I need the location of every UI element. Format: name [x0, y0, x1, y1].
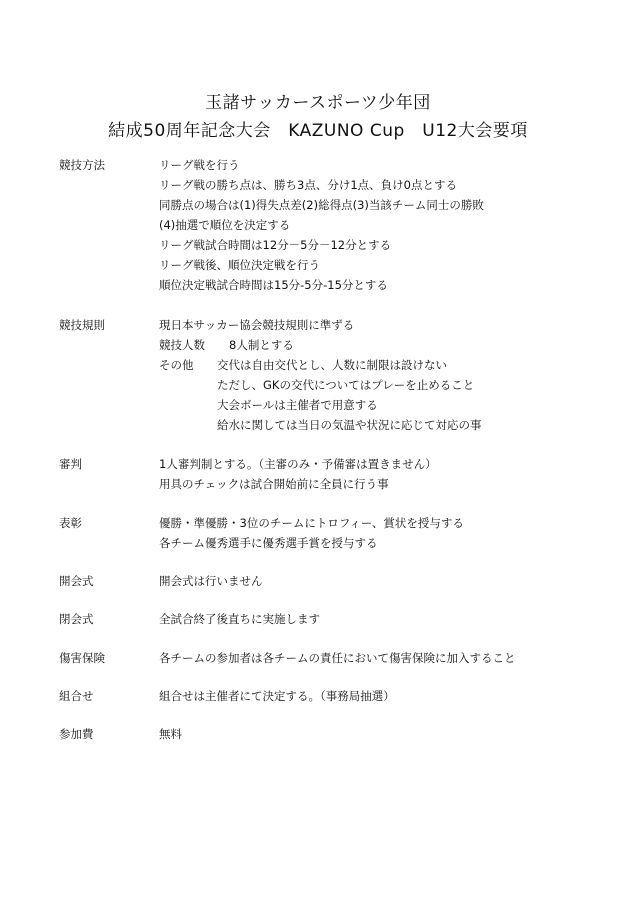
- competition-method-label: 競技方法: [59, 158, 105, 172]
- grouping-text: 組合せは主催者にて決定する。（事務局抽選）: [159, 689, 395, 703]
- insurance-label: 傷害保険: [59, 651, 105, 665]
- competition-method-line: (4)抽選で順位を決定する: [159, 218, 291, 232]
- competition-method-line: リーグ戦試合時間は12分－5分－12分とする: [159, 238, 392, 252]
- entry-fee-label: 参加費: [59, 727, 94, 741]
- other-rules-line: 大会ボールは主催者で用意する: [217, 398, 378, 412]
- other-rules-line: 給水に関しては当日の気温や状況に応じて対応の事: [217, 418, 482, 432]
- competition-rules-line: 現日本サッカー協会競技規則に準ずる: [159, 318, 355, 332]
- competition-method-line: リーグ戦の勝ち点は、勝ち3点、分け1点、負け0点とする: [159, 178, 457, 192]
- other-rules-line: ただし、GKの交代についてはプレーを止めること: [217, 378, 475, 392]
- referee-line: 用具のチェックは試合開始前に全員に行う事: [159, 477, 389, 491]
- awards-line: 各チーム優秀選手に優秀選手賞を授与する: [159, 536, 378, 550]
- players-count-value: 8人制とする: [229, 338, 294, 352]
- closing-ceremony-text: 全試合終了後直ちに実施します: [159, 612, 320, 626]
- insurance-text: 各チームの参加者は各チームの責任において傷害保険に加入すること: [159, 651, 516, 665]
- awards-label: 表彰: [59, 516, 82, 530]
- competition-method-line: 順位決定戦試合時間は15分-5分-15分とする: [159, 278, 388, 292]
- competition-rules-label: 競技規則: [59, 318, 105, 332]
- awards-line: 優勝・準優勝・3位のチームにトロフィー、賞状を授与する: [159, 516, 464, 530]
- referee-label: 審判: [59, 457, 82, 471]
- players-count-label: 競技人数: [159, 338, 205, 352]
- opening-ceremony-label: 開会式: [59, 574, 94, 588]
- other-rules-label: その他: [159, 358, 194, 372]
- grouping-label: 組合せ: [59, 689, 94, 703]
- closing-ceremony-label: 閉会式: [59, 612, 94, 626]
- referee-line: 1人審判制とする。（主審のみ・予備審は置きません）: [159, 457, 437, 471]
- opening-ceremony-text: 開会式は行いません: [159, 574, 263, 588]
- competition-method-line: リーグ戦後、順位決定戦を行う: [159, 258, 320, 272]
- event-title: 結成50周年記念大会 KAZUNO Cup U12大会要項: [108, 121, 528, 141]
- competition-method-line: リーグ戦を行う: [159, 158, 240, 172]
- competition-method-line: 同勝点の場合は(1)得失点差(2)総得点(3)当該チーム同士の勝敗: [159, 198, 484, 212]
- other-rules-line: 交代は自由交代とし、人数に制限は設けない: [217, 358, 447, 372]
- organization-title: 玉諸サッカースポーツ少年団: [205, 93, 431, 113]
- entry-fee-text: 無料: [159, 727, 182, 741]
